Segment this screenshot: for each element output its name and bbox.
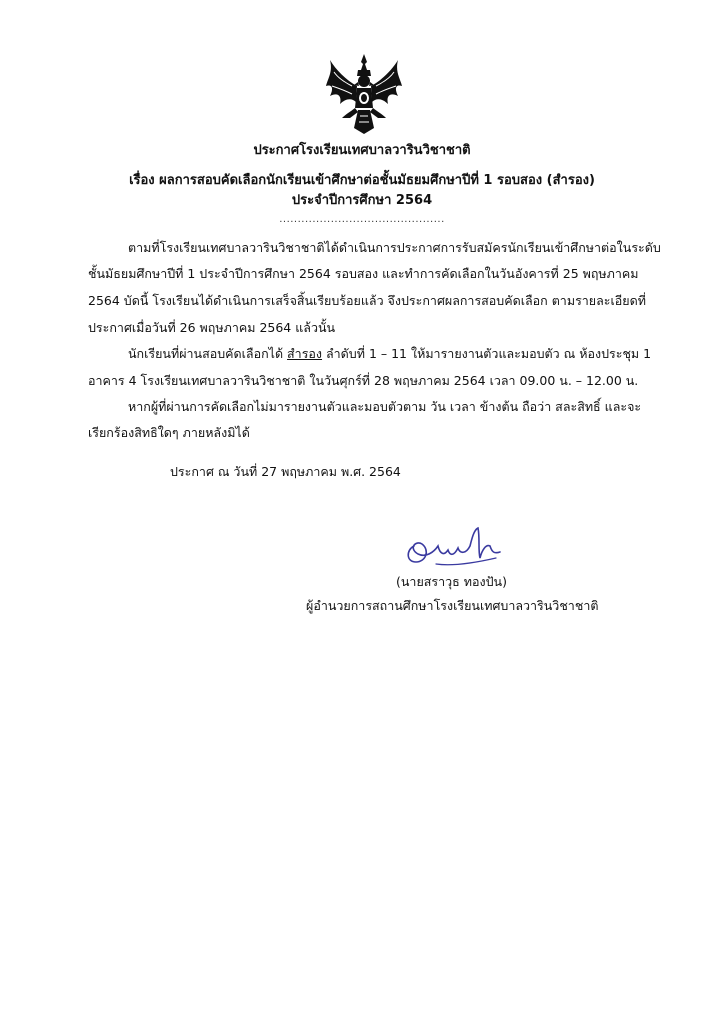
dotted-separator: ............................................. xyxy=(279,214,445,225)
garuda-emblem-icon xyxy=(324,52,404,136)
paragraph-3-line-2: เรียกร้องสิทธิใดๆ ภายหลังมิได้ xyxy=(88,425,250,440)
paragraph-1-line-1: ตามที่โรงเรียนเทศบาลวารินวิชาชาติได้ดำเนินการประกาศการรับสมัครนักเรียนเข้าศึกษาต่อในระดับ xyxy=(128,240,661,255)
announcement-date: ประกาศ ณ วันที่ 27 พฤษภาคม พ.ศ. 2564 xyxy=(170,464,401,479)
paragraph-2-text-post: ลำดับที่ 1 – 11 ให้มารายงานตัวและมอบตัว ณ ห้องประชุม 1 xyxy=(322,346,652,361)
reserve-status-underlined: สำรอง xyxy=(287,346,323,361)
signer-name: (นายสราวุธ ทองปัน) xyxy=(396,574,507,589)
academic-year-line: ประจำปีการศึกษา 2564 xyxy=(291,193,433,208)
paragraph-2-line-2: อาคาร 4 โรงเรียนเทศบาลวารินวิชาชาติ ในวันศุกร์ที่ 28 พฤษภาคม 2564 เวลา 09.00 น. – 12.00 น. xyxy=(88,373,639,388)
paragraph-1-line-3: 2564 บัดนี้ โรงเรียนได้ดำเนินการเสร็จสิ้นเรียบร้อยแล้ว จึงประกาศผลการสอบคัดเลือก ตามรายละเอียดที่ xyxy=(88,293,646,308)
paragraph-3-line-1: หากผู้ที่ผ่านการคัดเลือกไม่มารายงานตัวและมอบตัวตาม วัน เวลา ข้างต้น ถือว่า สละสิทธิ์ และจะ xyxy=(128,399,642,414)
paragraph-1-line-2: ชั้นมัธยมศึกษาปีที่ 1 ประจำปีการศึกษา 2564 รอบสอง และทำการคัดเลือกในวันอังคารที่ 25 พฤษภาคม xyxy=(88,266,639,281)
paragraph-1-line-4: ประกาศเมื่อวันที่ 26 พฤษภาคม 2564 แล้วนั้น xyxy=(88,320,336,335)
announcement-subject: เรื่อง ผลการสอบคัดเลือกนักเรียนเข้าศึกษาต่อชั้นมัธยมศึกษาปีที่ 1 รอบสอง (สำรอง) xyxy=(129,173,595,188)
signature-icon xyxy=(400,524,510,570)
paragraph-2-line-1 xyxy=(128,345,651,363)
announcement-heading: ประกาศโรงเรียนเทศบาลวารินวิชาชาติ xyxy=(253,143,471,158)
signer-position: ผู้อำนวยการสถานศึกษาโรงเรียนเทศบาลวารินวิชาชาติ xyxy=(306,598,599,613)
paragraph-2-text-pre: นักเรียนที่ผ่านสอบคัดเลือกได้ xyxy=(128,346,288,361)
